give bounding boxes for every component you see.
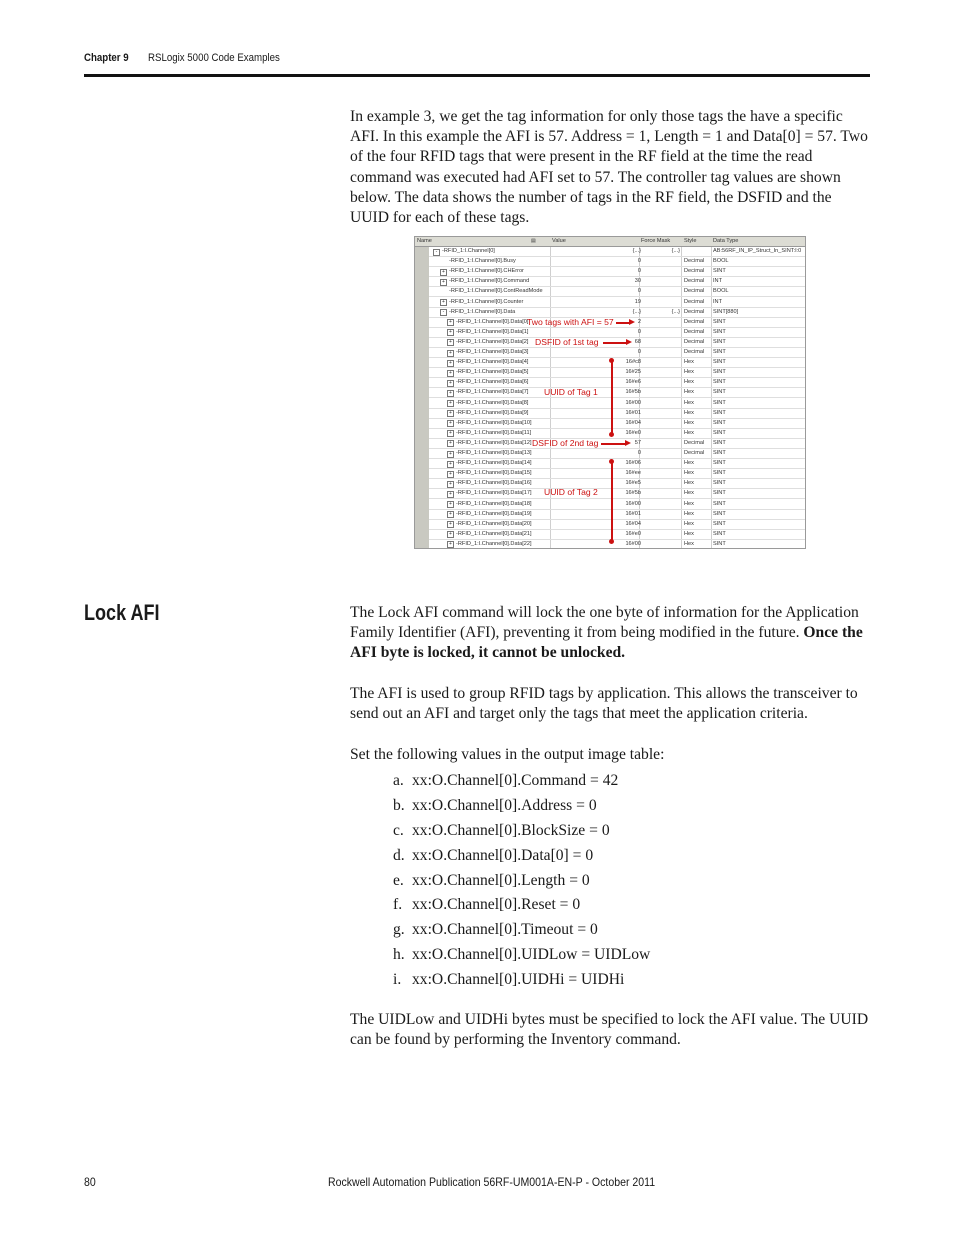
expand-toggle-icon[interactable]: + xyxy=(447,390,454,397)
cell-name: -RFID_1:I.Channel[0].Data xyxy=(449,308,516,315)
list-item: a. xx:O.Channel[0].Command = 42 xyxy=(393,772,619,789)
cell-data-type: SINT xyxy=(713,419,726,426)
table-row xyxy=(429,378,806,388)
cell-data-type: BOOL xyxy=(713,258,729,265)
table-row xyxy=(429,419,806,429)
cell-data-type: SINT xyxy=(713,520,726,527)
expand-toggle-icon[interactable]: + xyxy=(447,380,454,387)
cell-style: Hex xyxy=(684,419,694,426)
cell-style: Hex xyxy=(684,359,694,366)
bracket-line xyxy=(611,361,613,436)
cell-name: -RFID_1:I.Channel[0].ContReadMode xyxy=(449,288,543,295)
cell-data-type: SINT xyxy=(713,429,726,436)
cell-value: {...} xyxy=(632,248,641,254)
cell-data-type: SINT xyxy=(713,540,726,547)
cell-name: -RFID_1:I.Channel[0].Data[9] xyxy=(456,409,529,416)
expand-toggle-icon[interactable]: + xyxy=(447,471,454,478)
expand-toggle-icon[interactable]: + xyxy=(447,370,454,377)
cell-value: 16#5b xyxy=(625,490,641,497)
cell-name: -RFID_1:I.Channel[0].Data[15] xyxy=(456,470,532,477)
table-row xyxy=(429,479,806,489)
cell-value: 16#e0 xyxy=(625,530,641,537)
expand-toggle-icon[interactable]: + xyxy=(447,511,454,518)
cell-style: Decimal xyxy=(684,288,705,295)
expand-toggle-icon[interactable]: + xyxy=(440,279,447,286)
cell-data-type: SINT xyxy=(713,389,726,396)
arrow-line xyxy=(603,342,627,344)
table-row xyxy=(429,540,806,549)
cell-value: 16#00 xyxy=(625,500,641,507)
col-name: Name xyxy=(417,238,432,244)
cell-data-type: SINT xyxy=(713,510,726,517)
tag-table-screenshot xyxy=(414,236,806,549)
cell-value: 2 xyxy=(637,318,641,325)
table-row xyxy=(429,409,806,419)
cell-value: 0 xyxy=(637,450,641,456)
bracket-line xyxy=(611,462,613,542)
cell-force-mask: {...} xyxy=(671,248,680,254)
cell-value: 19 xyxy=(634,298,641,305)
chapter-title: RSLogix 5000 Code Examples xyxy=(148,52,280,64)
cell-value: 68 xyxy=(634,338,641,345)
cell-name: -RFID_1:I.Channel[0].Data[11] xyxy=(456,429,532,436)
cell-value: 16#e0 xyxy=(625,429,641,436)
expand-toggle-icon[interactable]: + xyxy=(447,360,454,367)
list-item: e. xx:O.Channel[0].Length = 0 xyxy=(393,871,590,889)
lock-paragraph-3: Set the following values in the output image table: xyxy=(350,746,665,763)
cell-value: 16#25 xyxy=(625,369,641,376)
lock-paragraph-1 xyxy=(350,603,870,664)
lock-warning: Once the AFI byte is locked, it cannot be unlocked. xyxy=(350,624,863,662)
cell-name: -RFID_1:I.Channel[0].Data[13] xyxy=(456,450,532,456)
table-row xyxy=(429,277,806,287)
arrow-head xyxy=(626,339,632,345)
annotation-dsfid-2: DSFID of 2nd tag xyxy=(532,438,599,448)
cell-style: Hex xyxy=(684,460,694,467)
expand-toggle-icon[interactable]: + xyxy=(447,339,454,346)
bracket-dot xyxy=(609,432,614,437)
expand-toggle-icon[interactable]: + xyxy=(447,541,454,548)
expand-toggle-icon[interactable]: + xyxy=(447,400,454,407)
cell-data-type: INT xyxy=(713,298,723,305)
expand-toggle-icon[interactable]: + xyxy=(447,521,454,528)
cell-style: Hex xyxy=(684,520,694,527)
annotation-two-tags: Two tags with AFI = 57 xyxy=(527,317,614,327)
arrow-head xyxy=(629,319,635,325)
lock-paragraph-1-text: The Lock AFI command will lock the one byte of information for the Application Family Identifier (AFI), preventing it from being modified in the future. xyxy=(350,604,859,642)
cell-style: Hex xyxy=(684,409,694,416)
cell-style: Hex xyxy=(684,480,694,487)
cell-style: Hex xyxy=(684,530,694,537)
table-row xyxy=(429,530,806,540)
cell-name: -RFID_1:I.Channel[0].Data[7] xyxy=(456,389,529,396)
cell-name: -RFID_1:I.Channel[0].Data[21] xyxy=(456,530,532,537)
cell-value: 16#06 xyxy=(625,460,641,467)
page-number: 80 xyxy=(84,1175,96,1189)
publication-info: Rockwell Automation Publication 56RF-UM001A-EN-P - October 2011 xyxy=(328,1175,656,1189)
cell-name: -RFID_1:I.Channel[0].Data[10] xyxy=(456,419,532,426)
cell-data-type: BOOL xyxy=(713,288,729,295)
cell-style: Decimal xyxy=(684,439,705,446)
table-row xyxy=(429,328,806,338)
table-row xyxy=(429,348,806,358)
expand-toggle-icon[interactable]: + xyxy=(447,481,454,488)
expand-toggle-icon[interactable]: + xyxy=(440,269,447,276)
cell-data-type: SINT xyxy=(713,460,726,467)
expand-toggle-icon[interactable]: + xyxy=(447,440,454,447)
table-row xyxy=(429,449,806,459)
table-row xyxy=(429,520,806,530)
cell-name: -RFID_1:I.Channel[0].Busy xyxy=(449,258,516,265)
lock-paragraph-4: The UIDLow and UIDHi bytes must be specified to lock the AFI value. The UUID can be found by performing the Inventory command. xyxy=(350,1011,869,1049)
cell-style: Hex xyxy=(684,540,694,547)
cell-value: 16#e6 xyxy=(625,379,641,386)
list-item: h. xx:O.Channel[0].UIDLow = UIDLow xyxy=(393,946,651,964)
header-rule xyxy=(84,74,870,77)
cell-style: Hex xyxy=(684,429,694,436)
col-force-mask: Force Mask xyxy=(641,238,671,244)
cell-data-type: SINT xyxy=(713,268,726,275)
cell-data-type: SINT xyxy=(713,439,726,446)
cell-style: Hex xyxy=(684,379,694,386)
cell-value: 0 xyxy=(637,328,641,335)
annotation-uuid-1: UUID of Tag 1 xyxy=(544,387,598,397)
cell-force-mask: {...} xyxy=(671,308,680,315)
expand-toggle-icon[interactable]: + xyxy=(447,451,454,458)
cell-value: 0 xyxy=(637,268,641,275)
expand-toggle-icon[interactable]: + xyxy=(447,410,454,417)
cell-style: Decimal xyxy=(684,258,705,265)
table-row xyxy=(429,247,806,257)
cell-value: 16#c8 xyxy=(625,359,641,366)
cell-data-type: SINT xyxy=(713,369,726,376)
cell-value: 16#04 xyxy=(625,520,641,527)
cell-data-type: SINT xyxy=(713,500,726,507)
cell-name: -RFID_1:I.Channel[0] xyxy=(442,248,495,254)
expand-toggle-icon[interactable]: + xyxy=(440,299,447,306)
cell-value: 57 xyxy=(634,439,641,446)
list-item: f. xx:O.Channel[0].Reset = 0 xyxy=(393,896,581,914)
cell-value: {...} xyxy=(632,308,641,315)
cell-style: Hex xyxy=(684,470,694,477)
cell-value: 16#01 xyxy=(625,409,641,416)
cell-style: Decimal xyxy=(684,338,705,345)
table-row xyxy=(429,500,806,510)
cell-value: 16#00 xyxy=(625,540,641,547)
cell-data-type: SINT xyxy=(713,530,726,537)
arrow-line xyxy=(616,322,630,324)
cell-style: Decimal xyxy=(684,268,705,275)
expand-toggle-icon[interactable]: - xyxy=(433,249,440,256)
list-item: b. xx:O.Channel[0].Address = 0 xyxy=(393,796,597,814)
table-row xyxy=(429,489,806,499)
cell-value: 16#5b xyxy=(625,389,641,396)
cell-data-type: SINT xyxy=(713,470,726,477)
cell-data-type: SINT xyxy=(713,490,726,497)
cell-name: -RFID_1:I.Channel[0].Data[1] xyxy=(456,328,529,335)
cell-name: -RFID_1:I.Channel[0].Data[17] xyxy=(456,490,532,497)
cell-name: -RFID_1:I.Channel[0].CHError xyxy=(449,268,524,275)
cell-data-type: SINT xyxy=(713,379,726,386)
expand-toggle-icon[interactable]: + xyxy=(447,501,454,508)
cell-style: Decimal xyxy=(684,298,705,305)
cell-style: Hex xyxy=(684,500,694,507)
table-row xyxy=(429,267,806,277)
cell-value: 16#e5 xyxy=(625,480,641,487)
filter-icon: ▤ xyxy=(531,238,536,244)
expand-toggle-icon[interactable]: + xyxy=(447,461,454,468)
cell-style: Decimal xyxy=(684,328,705,335)
table-row xyxy=(429,308,806,318)
cell-data-type: SINT xyxy=(713,318,726,325)
cell-value: 0 xyxy=(637,258,641,265)
expand-toggle-icon[interactable]: + xyxy=(447,350,454,357)
table-row xyxy=(429,399,806,409)
cell-name: -RFID_1:I.Channel[0].Data[3] xyxy=(456,349,529,355)
expand-toggle-icon[interactable]: + xyxy=(447,531,454,538)
cell-value: 30 xyxy=(634,278,641,285)
col-value: Value xyxy=(552,238,566,244)
cell-style: Decimal xyxy=(684,349,705,355)
cell-data-type: SINT xyxy=(713,480,726,487)
cell-style: Hex xyxy=(684,490,694,497)
arrow-head xyxy=(625,440,631,446)
expand-toggle-icon[interactable]: - xyxy=(440,309,447,316)
cell-name: -RFID_1:I.Channel[0].Data[18] xyxy=(456,500,532,507)
cell-name: -RFID_1:I.Channel[0].Data[0] xyxy=(456,318,529,325)
expand-toggle-icon[interactable]: + xyxy=(447,420,454,427)
table-column-header xyxy=(415,237,806,247)
lock-paragraph-2: The AFI is used to group RFID tags by application. This allows the transceiver to send out an AFI and target only the tags that meet the application criteria. xyxy=(350,685,858,723)
cell-name: -RFID_1:I.Channel[0].Data[4] xyxy=(456,359,529,366)
cell-name: -RFID_1:I.Channel[0].Data[16] xyxy=(456,480,532,487)
cell-style: Hex xyxy=(684,399,694,406)
cell-style: Decimal xyxy=(684,318,705,325)
cell-name: -RFID_1:I.Channel[0].Data[20] xyxy=(456,520,532,527)
table-row xyxy=(429,298,806,308)
expand-toggle-icon[interactable]: + xyxy=(447,491,454,498)
annotation-dsfid-1: DSFID of 1st tag xyxy=(535,337,599,347)
arrow-line xyxy=(601,443,626,445)
cell-data-type: SINT[880] xyxy=(713,308,739,315)
expand-toggle-icon[interactable]: + xyxy=(447,329,454,336)
cell-name: -RFID_1:I.Channel[0].Data[19] xyxy=(456,510,532,517)
col-style: Style xyxy=(684,238,697,244)
running-header xyxy=(84,52,280,64)
bracket-dot xyxy=(609,539,614,544)
table-row xyxy=(429,510,806,520)
list-item: i. xx:O.Channel[0].UIDHi = UIDHi xyxy=(393,971,625,989)
cell-data-type: SINT xyxy=(713,328,726,335)
cell-value: 16#00 xyxy=(625,399,641,406)
cell-value: 0 xyxy=(637,288,641,295)
table-row xyxy=(429,257,806,267)
row-gutter xyxy=(415,247,429,549)
table-row xyxy=(429,358,806,368)
cell-style: Hex xyxy=(684,510,694,517)
table-row xyxy=(429,287,806,297)
table-row xyxy=(429,429,806,439)
table-row xyxy=(429,459,806,469)
cell-name: -RFID_1:I.Channel[0].Data[14] xyxy=(456,460,532,467)
cell-data-type: SINT xyxy=(713,409,726,416)
table-row xyxy=(429,368,806,378)
cell-style: Decimal xyxy=(684,308,705,315)
list-item: g. xx:O.Channel[0].Timeout = 0 xyxy=(393,921,598,939)
cell-style: Decimal xyxy=(684,450,705,456)
cell-name: -RFID_1:I.Channel[0].Data[12] xyxy=(456,439,532,446)
col-data-type: Data Type xyxy=(713,238,739,244)
expand-toggle-icon[interactable]: + xyxy=(447,319,454,326)
cell-name: -RFID_1:I.Channel[0].Counter xyxy=(449,298,524,305)
table-row xyxy=(429,388,806,398)
chapter-label: Chapter 9 xyxy=(84,52,129,64)
list-item: d. xx:O.Channel[0].Data[0] = 0 xyxy=(393,846,594,864)
cell-value: 0 xyxy=(637,349,641,355)
cell-value: 16#ee xyxy=(625,470,641,477)
intro-paragraph: In example 3, we get the tag information for only those tags the have a specific AFI. In this example the AFI is 57. Address = 1, Length = 1 and Data[0] = 57. Two of the four RFID tags that were present in the RF field at the time the read command was executed had AFI set to 57. The controller tag values are shown below. The data shows the number of tags in the RF field, the DSFID and the UUID for each of these tags. xyxy=(350,108,868,227)
expand-toggle-icon[interactable]: + xyxy=(447,430,454,437)
cell-value: 16#01 xyxy=(625,510,641,517)
cell-style: Hex xyxy=(684,369,694,376)
cell-data-type: INT xyxy=(713,278,723,285)
annotation-uuid-2: UUID of Tag 2 xyxy=(544,487,598,497)
cell-name: -RFID_1:I.Channel[0].Data[22] xyxy=(456,540,532,547)
steps-list xyxy=(350,769,650,993)
cell-style: Decimal xyxy=(684,278,705,285)
cell-style: Hex xyxy=(684,389,694,396)
list-item: c. xx:O.Channel[0].BlockSize = 0 xyxy=(393,821,610,839)
table-row xyxy=(429,469,806,479)
cell-name: -RFID_1:I.Channel[0].Command xyxy=(449,278,530,285)
cell-data-type: SINT xyxy=(713,359,726,366)
cell-data-type: SINT xyxy=(713,349,726,355)
cell-name: -RFID_1:I.Channel[0].Data[5] xyxy=(456,369,529,376)
cell-data-type: SINT xyxy=(713,338,726,345)
cell-data-type: SINT xyxy=(713,399,726,406)
cell-data-type: AB:56RF_IN_IP_Struct_In_SINT:I:0 xyxy=(713,248,802,254)
cell-name: -RFID_1:I.Channel[0].Data[2] xyxy=(456,338,529,345)
cell-name: -RFID_1:I.Channel[0].Data[8] xyxy=(456,399,529,406)
section-heading: Lock AFI xyxy=(84,600,160,625)
cell-data-type: SINT xyxy=(713,450,726,456)
cell-value: 16#04 xyxy=(625,419,641,426)
cell-name: -RFID_1:I.Channel[0].Data[6] xyxy=(456,379,529,386)
